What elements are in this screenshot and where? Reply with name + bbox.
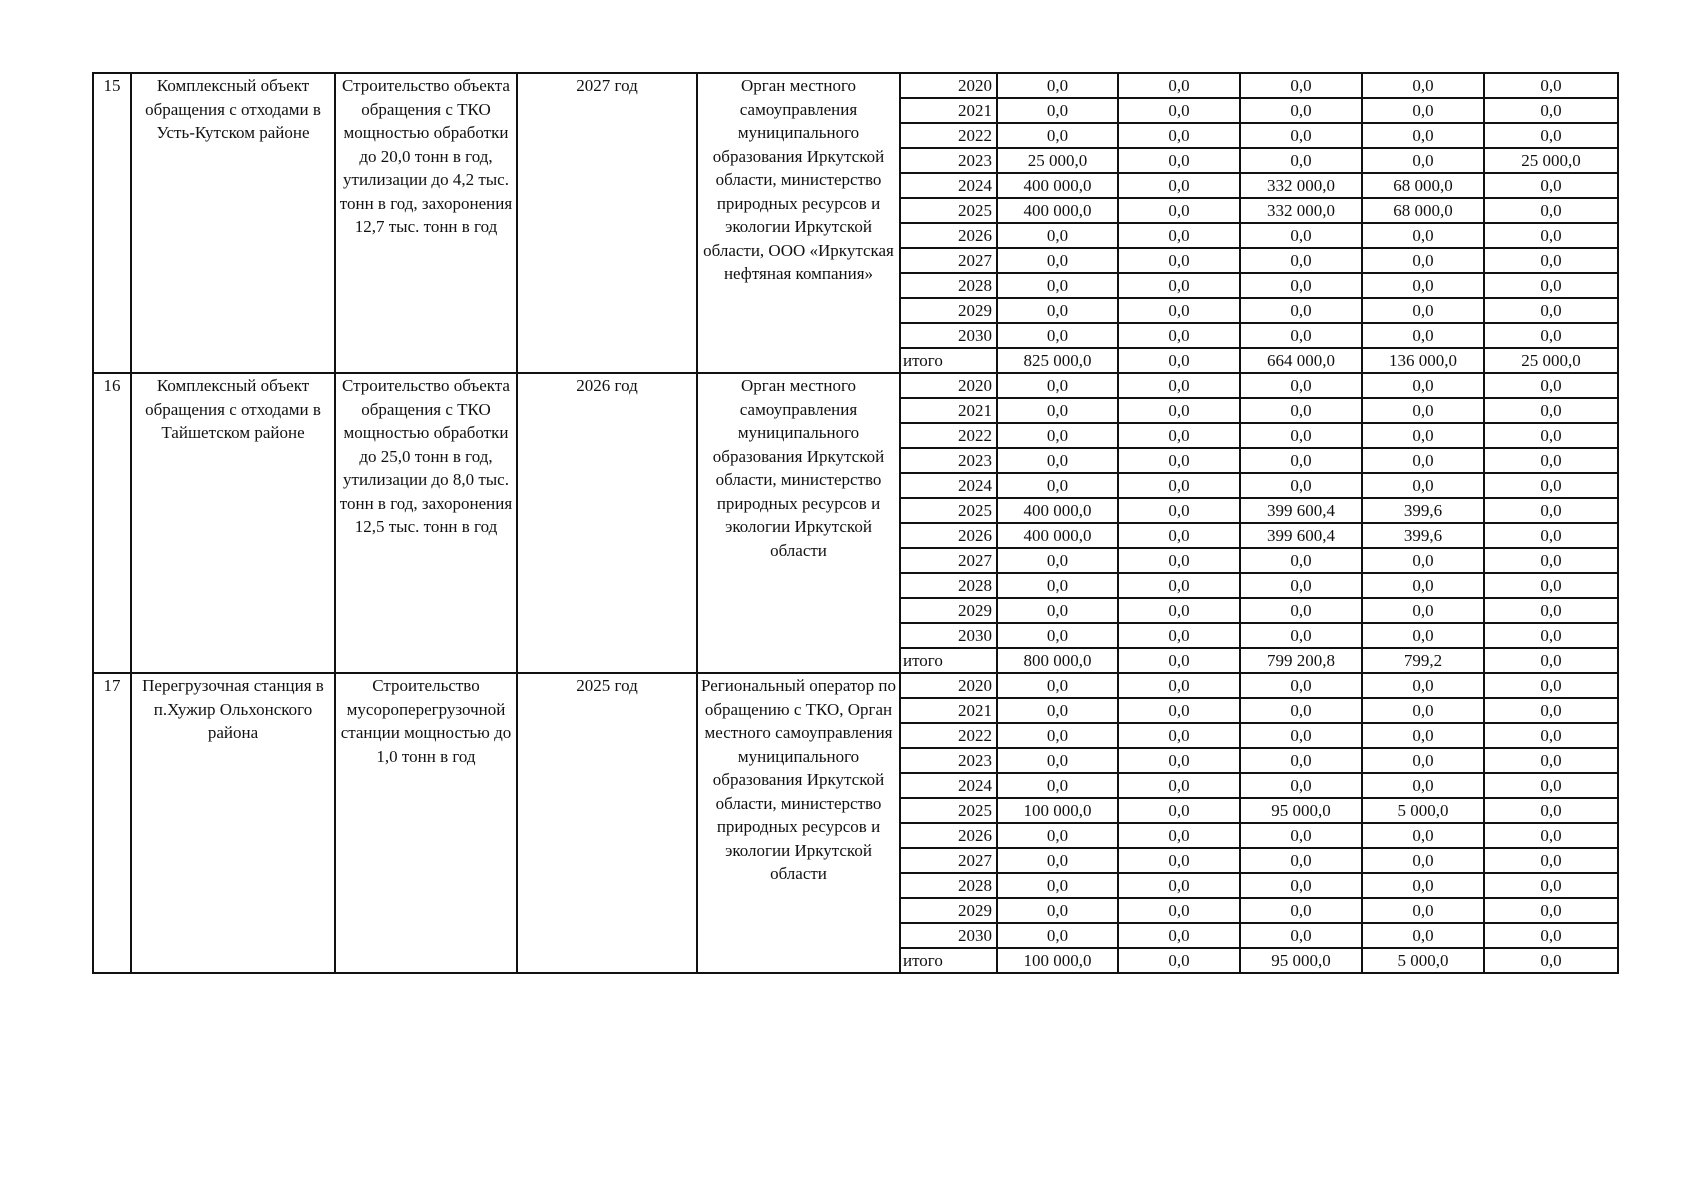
- amount-cell: 0,0: [1484, 798, 1618, 823]
- year-cell: 2030: [900, 923, 997, 948]
- financing-table: [92, 72, 1619, 974]
- year-cell: 2020: [900, 673, 997, 698]
- amount-cell: 0,0: [997, 848, 1118, 873]
- amount-cell: 68 000,0: [1362, 173, 1484, 198]
- amount-cell: 0,0: [1118, 898, 1240, 923]
- amount-cell: 0,0: [1118, 523, 1240, 548]
- project-name: Комплексный объект обращения с отходами в Усть-Кутском районе: [131, 73, 335, 373]
- amount-cell: 0,0: [1240, 548, 1362, 573]
- amount-cell: 0,0: [1362, 848, 1484, 873]
- amount-cell: 0,0: [1484, 848, 1618, 873]
- amount-cell: 0,0: [1118, 748, 1240, 773]
- amount-cell: 0,0: [1240, 423, 1362, 448]
- amount-cell: 0,0: [1362, 923, 1484, 948]
- amount-cell: 0,0: [1240, 873, 1362, 898]
- year-cell: 2024: [900, 173, 997, 198]
- amount-cell: 0,0: [997, 248, 1118, 273]
- amount-cell: 0,0: [1118, 223, 1240, 248]
- project-term: 2025 год: [517, 673, 697, 973]
- amount-cell: 0,0: [1118, 648, 1240, 673]
- amount-cell: 0,0: [1484, 698, 1618, 723]
- year-cell: 2028: [900, 873, 997, 898]
- amount-cell: 0,0: [1240, 723, 1362, 748]
- amount-cell: 0,0: [1118, 448, 1240, 473]
- amount-cell: 0,0: [1362, 673, 1484, 698]
- amount-cell: 0,0: [1484, 873, 1618, 898]
- year-cell: 2024: [900, 473, 997, 498]
- amount-cell: 0,0: [1240, 773, 1362, 798]
- year-cell: 2021: [900, 698, 997, 723]
- year-cell: 2025: [900, 198, 997, 223]
- project-name: Перегрузочная станция в п.Хужир Ольхонского района: [131, 673, 335, 973]
- amount-cell: 0,0: [997, 573, 1118, 598]
- amount-cell: 5 000,0: [1362, 948, 1484, 973]
- amount-cell: 0,0: [1118, 548, 1240, 573]
- year-cell: 2022: [900, 723, 997, 748]
- amount-cell: 0,0: [1240, 898, 1362, 923]
- amount-cell: 0,0: [1240, 373, 1362, 398]
- amount-cell: 0,0: [1362, 248, 1484, 273]
- amount-cell: 0,0: [1484, 623, 1618, 648]
- year-cell: 2029: [900, 298, 997, 323]
- amount-cell: 0,0: [1118, 173, 1240, 198]
- amount-cell: 0,0: [1484, 173, 1618, 198]
- amount-cell: 0,0: [1118, 473, 1240, 498]
- amount-cell: 0,0: [1484, 923, 1618, 948]
- amount-cell: 100 000,0: [997, 948, 1118, 973]
- project-description: Строительство мусороперегрузочной станции мощностью до 1,0 тонн в год: [335, 673, 517, 973]
- amount-cell: 0,0: [1484, 723, 1618, 748]
- amount-cell: 68 000,0: [1362, 198, 1484, 223]
- project-number: 17: [93, 673, 131, 973]
- amount-cell: 0,0: [1362, 573, 1484, 598]
- year-cell: 2026: [900, 223, 997, 248]
- amount-cell: 0,0: [1362, 873, 1484, 898]
- amount-cell: 0,0: [997, 98, 1118, 123]
- amount-cell: 0,0: [1118, 198, 1240, 223]
- amount-cell: 0,0: [1240, 598, 1362, 623]
- amount-cell: 0,0: [997, 873, 1118, 898]
- amount-cell: 95 000,0: [1240, 948, 1362, 973]
- amount-cell: 0,0: [1362, 598, 1484, 623]
- amount-cell: 0,0: [997, 698, 1118, 723]
- amount-cell: 0,0: [1484, 73, 1618, 98]
- amount-cell: 400 000,0: [997, 523, 1118, 548]
- amount-cell: 0,0: [1240, 923, 1362, 948]
- amount-cell: 0,0: [997, 423, 1118, 448]
- amount-cell: 0,0: [1362, 748, 1484, 773]
- amount-cell: 0,0: [1118, 373, 1240, 398]
- amount-cell: 0,0: [997, 923, 1118, 948]
- amount-cell: 0,0: [1484, 398, 1618, 423]
- amount-cell: 0,0: [1118, 298, 1240, 323]
- amount-cell: 0,0: [1362, 373, 1484, 398]
- amount-cell: 0,0: [1484, 98, 1618, 123]
- project-executor: Орган местного самоуправления муниципального образования Иркутской области, министерство природных ресурсов и экологии Иркутской области: [697, 373, 900, 673]
- year-row: [93, 373, 1618, 398]
- amount-cell: 0,0: [1362, 223, 1484, 248]
- project-description: Строительство объекта обращения с ТКО мощностью обработки до 20,0 тонн в год, утилизации до 4,2 тыс. тонн в год, захоронения 12,7 тыс. тонн в год: [335, 73, 517, 373]
- amount-cell: 0,0: [997, 448, 1118, 473]
- amount-cell: 0,0: [1240, 123, 1362, 148]
- amount-cell: 0,0: [997, 773, 1118, 798]
- amount-cell: 0,0: [1362, 698, 1484, 723]
- amount-cell: 0,0: [1240, 273, 1362, 298]
- amount-cell: 25 000,0: [1484, 148, 1618, 173]
- amount-cell: 0,0: [1118, 323, 1240, 348]
- amount-cell: 0,0: [1240, 323, 1362, 348]
- amount-cell: 0,0: [997, 373, 1118, 398]
- amount-cell: 0,0: [1118, 598, 1240, 623]
- amount-cell: 0,0: [997, 223, 1118, 248]
- amount-cell: 0,0: [997, 473, 1118, 498]
- amount-cell: 399 600,4: [1240, 523, 1362, 548]
- amount-cell: 0,0: [1118, 823, 1240, 848]
- amount-cell: 0,0: [1362, 448, 1484, 473]
- amount-cell: 0,0: [1240, 698, 1362, 723]
- amount-cell: 0,0: [1484, 673, 1618, 698]
- amount-cell: 0,0: [1484, 748, 1618, 773]
- amount-cell: 0,0: [1118, 273, 1240, 298]
- amount-cell: 0,0: [1484, 248, 1618, 273]
- amount-cell: 0,0: [1118, 498, 1240, 523]
- amount-cell: 0,0: [1362, 123, 1484, 148]
- total-label: итого: [900, 348, 997, 373]
- year-cell: 2021: [900, 98, 997, 123]
- amount-cell: 0,0: [1118, 73, 1240, 98]
- total-label: итого: [900, 648, 997, 673]
- amount-cell: 0,0: [1484, 498, 1618, 523]
- amount-cell: 0,0: [997, 823, 1118, 848]
- amount-cell: 95 000,0: [1240, 798, 1362, 823]
- amount-cell: 399,6: [1362, 498, 1484, 523]
- amount-cell: 0,0: [1240, 398, 1362, 423]
- year-cell: 2029: [900, 898, 997, 923]
- year-cell: 2027: [900, 548, 997, 573]
- amount-cell: 0,0: [1362, 473, 1484, 498]
- year-cell: 2022: [900, 123, 997, 148]
- amount-cell: 0,0: [1240, 223, 1362, 248]
- amount-cell: 0,0: [1362, 423, 1484, 448]
- amount-cell: 0,0: [1118, 398, 1240, 423]
- amount-cell: 0,0: [1362, 898, 1484, 923]
- amount-cell: 0,0: [997, 673, 1118, 698]
- year-cell: 2030: [900, 623, 997, 648]
- amount-cell: 0,0: [1240, 673, 1362, 698]
- amount-cell: 0,0: [997, 748, 1118, 773]
- amount-cell: 0,0: [1118, 348, 1240, 373]
- year-cell: 2025: [900, 498, 997, 523]
- amount-cell: 400 000,0: [997, 198, 1118, 223]
- amount-cell: 136 000,0: [1362, 348, 1484, 373]
- year-cell: 2023: [900, 448, 997, 473]
- amount-cell: 0,0: [997, 273, 1118, 298]
- year-cell: 2028: [900, 573, 997, 598]
- amount-cell: 0,0: [1362, 148, 1484, 173]
- amount-cell: 0,0: [1362, 723, 1484, 748]
- amount-cell: 0,0: [1484, 648, 1618, 673]
- year-cell: 2027: [900, 248, 997, 273]
- year-cell: 2024: [900, 773, 997, 798]
- amount-cell: 0,0: [997, 123, 1118, 148]
- amount-cell: 0,0: [1118, 773, 1240, 798]
- amount-cell: 0,0: [1118, 573, 1240, 598]
- amount-cell: 5 000,0: [1362, 798, 1484, 823]
- project-term: 2026 год: [517, 373, 697, 673]
- year-row: [93, 73, 1618, 98]
- amount-cell: 0,0: [1484, 948, 1618, 973]
- amount-cell: 0,0: [997, 598, 1118, 623]
- amount-cell: 399,6: [1362, 523, 1484, 548]
- amount-cell: 0,0: [997, 623, 1118, 648]
- amount-cell: 0,0: [1362, 398, 1484, 423]
- amount-cell: 0,0: [1240, 848, 1362, 873]
- amount-cell: 0,0: [1118, 98, 1240, 123]
- amount-cell: 0,0: [997, 298, 1118, 323]
- project-executor: Региональный оператор по обращению с ТКО, Орган местного самоуправления муниципального образования Иркутской области, министерство природных ресурсов и экологии Иркутской области: [697, 673, 900, 973]
- project-term: 2027 год: [517, 73, 697, 373]
- amount-cell: 0,0: [1240, 448, 1362, 473]
- year-cell: 2023: [900, 148, 997, 173]
- amount-cell: 0,0: [1118, 123, 1240, 148]
- year-cell: 2027: [900, 848, 997, 873]
- amount-cell: 0,0: [1484, 373, 1618, 398]
- amount-cell: 0,0: [1362, 73, 1484, 98]
- year-cell: 2026: [900, 823, 997, 848]
- amount-cell: 0,0: [1240, 98, 1362, 123]
- year-cell: 2020: [900, 73, 997, 98]
- amount-cell: 0,0: [1118, 923, 1240, 948]
- amount-cell: 0,0: [1484, 198, 1618, 223]
- amount-cell: 799 200,8: [1240, 648, 1362, 673]
- amount-cell: 0,0: [1484, 523, 1618, 548]
- year-cell: 2030: [900, 323, 997, 348]
- amount-cell: 0,0: [1118, 873, 1240, 898]
- amount-cell: 0,0: [1118, 623, 1240, 648]
- amount-cell: 0,0: [1118, 848, 1240, 873]
- amount-cell: 400 000,0: [997, 498, 1118, 523]
- amount-cell: 0,0: [997, 723, 1118, 748]
- amount-cell: 0,0: [1118, 248, 1240, 273]
- amount-cell: 0,0: [1118, 798, 1240, 823]
- amount-cell: 0,0: [1118, 673, 1240, 698]
- amount-cell: 0,0: [997, 73, 1118, 98]
- amount-cell: 0,0: [1484, 298, 1618, 323]
- amount-cell: 332 000,0: [1240, 198, 1362, 223]
- amount-cell: 799,2: [1362, 648, 1484, 673]
- amount-cell: 664 000,0: [1240, 348, 1362, 373]
- amount-cell: 0,0: [997, 548, 1118, 573]
- amount-cell: 0,0: [1118, 698, 1240, 723]
- project-name: Комплексный объект обращения с отходами в Тайшетском районе: [131, 373, 335, 673]
- amount-cell: 0,0: [1484, 773, 1618, 798]
- amount-cell: 0,0: [1484, 548, 1618, 573]
- amount-cell: 400 000,0: [997, 173, 1118, 198]
- amount-cell: 0,0: [1484, 823, 1618, 848]
- amount-cell: 0,0: [1484, 598, 1618, 623]
- amount-cell: 0,0: [1362, 773, 1484, 798]
- amount-cell: 0,0: [997, 398, 1118, 423]
- amount-cell: 0,0: [1118, 948, 1240, 973]
- year-cell: 2022: [900, 423, 997, 448]
- project-number: 15: [93, 73, 131, 373]
- amount-cell: 0,0: [1240, 248, 1362, 273]
- amount-cell: 0,0: [1240, 73, 1362, 98]
- amount-cell: 25 000,0: [1484, 348, 1618, 373]
- amount-cell: 0,0: [1484, 423, 1618, 448]
- amount-cell: 399 600,4: [1240, 498, 1362, 523]
- amount-cell: 0,0: [1484, 898, 1618, 923]
- amount-cell: 0,0: [1118, 423, 1240, 448]
- amount-cell: 0,0: [1240, 298, 1362, 323]
- amount-cell: 0,0: [997, 323, 1118, 348]
- amount-cell: 0,0: [1240, 623, 1362, 648]
- amount-cell: 0,0: [1118, 723, 1240, 748]
- amount-cell: 825 000,0: [997, 348, 1118, 373]
- amount-cell: 0,0: [1362, 548, 1484, 573]
- amount-cell: 0,0: [1484, 573, 1618, 598]
- year-cell: 2025: [900, 798, 997, 823]
- amount-cell: 0,0: [1362, 623, 1484, 648]
- amount-cell: 0,0: [1362, 298, 1484, 323]
- amount-cell: 0,0: [1362, 98, 1484, 123]
- amount-cell: 100 000,0: [997, 798, 1118, 823]
- year-cell: 2021: [900, 398, 997, 423]
- total-label: итого: [900, 948, 997, 973]
- amount-cell: 800 000,0: [997, 648, 1118, 673]
- year-cell: 2020: [900, 373, 997, 398]
- project-executor: Орган местного самоуправления муниципального образования Иркутской области, министерство природных ресурсов и экологии Иркутской области, ООО «Иркутская нефтяная компания»: [697, 73, 900, 373]
- year-row: [93, 673, 1618, 698]
- amount-cell: 0,0: [1484, 473, 1618, 498]
- amount-cell: 0,0: [1240, 823, 1362, 848]
- amount-cell: 0,0: [1362, 323, 1484, 348]
- amount-cell: 0,0: [1240, 148, 1362, 173]
- amount-cell: 0,0: [1362, 273, 1484, 298]
- year-cell: 2026: [900, 523, 997, 548]
- amount-cell: 0,0: [1362, 823, 1484, 848]
- amount-cell: 25 000,0: [997, 148, 1118, 173]
- year-cell: 2023: [900, 748, 997, 773]
- project-number: 16: [93, 373, 131, 673]
- amount-cell: 0,0: [1240, 573, 1362, 598]
- amount-cell: 0,0: [1484, 123, 1618, 148]
- year-cell: 2029: [900, 598, 997, 623]
- year-cell: 2028: [900, 273, 997, 298]
- project-description: Строительство объекта обращения с ТКО мощностью обработки до 25,0 тонн в год, утилизации до 8,0 тыс. тонн в год, захоронения 12,5 тыс. тонн в год: [335, 373, 517, 673]
- amount-cell: 0,0: [1240, 473, 1362, 498]
- amount-cell: 0,0: [1118, 148, 1240, 173]
- amount-cell: 0,0: [1484, 323, 1618, 348]
- amount-cell: 0,0: [997, 898, 1118, 923]
- amount-cell: 332 000,0: [1240, 173, 1362, 198]
- amount-cell: 0,0: [1484, 223, 1618, 248]
- amount-cell: 0,0: [1484, 273, 1618, 298]
- amount-cell: 0,0: [1240, 748, 1362, 773]
- amount-cell: 0,0: [1484, 448, 1618, 473]
